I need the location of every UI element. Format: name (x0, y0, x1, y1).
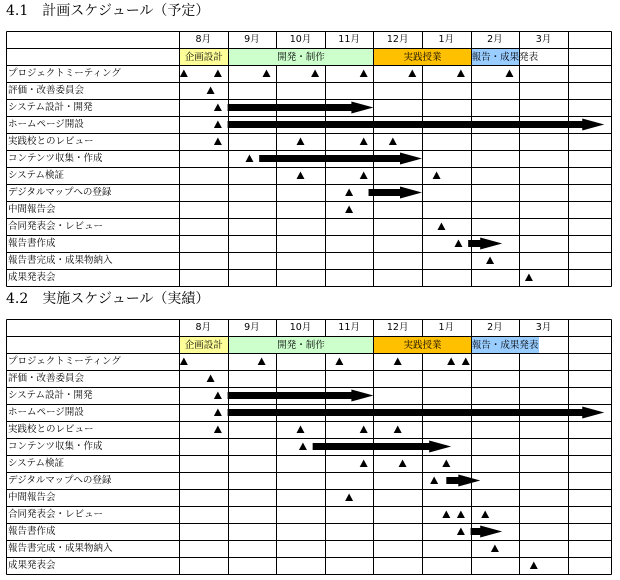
duration-arrow (228, 407, 605, 419)
phase-band: 報告・成果発表 (472, 337, 539, 353)
task-label: 合同発表会・レビュー (8, 221, 104, 232)
schedule-table (6, 319, 612, 575)
schedule-table (6, 31, 612, 287)
task-label: 報告書完成・成果物納入 (8, 543, 113, 554)
phase-band: 実践授業 (374, 49, 470, 65)
month-header: 9月 (244, 34, 260, 45)
month-header: 10月 (289, 34, 312, 45)
task-label: コンテンツ収集・作成 (8, 441, 103, 452)
milestone-triangle-icon (525, 274, 533, 282)
duration-arrow (259, 153, 422, 165)
milestone-triangle-icon (457, 70, 465, 78)
month-header: 11月 (338, 322, 360, 333)
duration-arrow (471, 526, 503, 538)
milestone-triangle-icon (262, 70, 270, 78)
milestone-triangle-icon (360, 172, 368, 180)
phase-band: 企画設計 (180, 337, 228, 353)
milestone-triangle-icon (530, 562, 538, 570)
month-header: 2月 (487, 322, 503, 333)
month-header: 8月 (195, 322, 212, 333)
phase-band: 報告・成果発表 (472, 49, 520, 65)
milestone-triangle-icon (297, 138, 305, 146)
task-label: システム設計・開発 (8, 102, 93, 113)
milestone-triangle-icon (297, 426, 305, 434)
task-label: 報告書完成・成果物納入 (8, 255, 113, 266)
milestone-triangle-icon (394, 426, 402, 434)
milestone-triangle-icon (245, 155, 253, 163)
milestone-triangle-icon (399, 460, 407, 468)
milestone-triangle-icon (457, 528, 465, 536)
milestone-triangle-icon (437, 223, 445, 231)
milestone-triangle-icon (430, 477, 438, 485)
milestone-triangle-icon (345, 494, 353, 502)
milestone-triangle-icon (258, 358, 266, 366)
task-label: システム検証 (8, 170, 65, 181)
month-header: 9月 (244, 322, 260, 333)
milestone-triangle-icon (207, 87, 215, 95)
duration-arrow (369, 187, 422, 199)
milestone-triangle-icon (207, 375, 215, 383)
task-label: 実践校とのレビュー (8, 424, 94, 435)
milestone-triangle-icon (214, 426, 222, 434)
milestone-triangle-icon (433, 172, 441, 180)
task-label: 中間報告会 (8, 492, 56, 503)
month-header: 3月 (535, 322, 552, 333)
task-label: 評価・改善委員会 (8, 85, 85, 96)
milestone-triangle-icon (505, 70, 513, 78)
milestone-triangle-icon (486, 257, 494, 265)
duration-arrow (228, 390, 374, 402)
task-label: 中間報告会 (8, 204, 56, 215)
task-label: 成果発表会 (8, 272, 56, 283)
milestone-triangle-icon (311, 70, 319, 78)
milestone-triangle-icon (447, 358, 455, 366)
milestone-triangle-icon (299, 443, 307, 451)
milestone-triangle-icon (454, 240, 462, 248)
duration-arrow (228, 119, 605, 131)
task-label: 評価・改善委員会 (8, 373, 85, 384)
month-header: 1月 (438, 322, 455, 333)
milestone-triangle-icon (180, 70, 188, 78)
task-label: プロジェクトミーティング (8, 356, 121, 367)
task-label: 報告書作成 (8, 526, 56, 537)
milestone-triangle-icon (360, 138, 368, 146)
milestone-triangle-icon (457, 511, 465, 519)
milestone-triangle-icon (442, 511, 450, 519)
month-header: 3月 (535, 34, 552, 45)
milestone-triangle-icon (408, 70, 416, 78)
milestone-triangle-icon (214, 121, 222, 129)
duration-arrow (313, 441, 452, 453)
milestone-triangle-icon (214, 392, 222, 400)
task-label: ホームページ開設 (8, 407, 84, 418)
task-label: ホームページ開設 (8, 119, 84, 130)
duration-arrow (446, 475, 480, 487)
section-title: 4.1 計画スケジュール（予定） (6, 3, 210, 19)
task-label: プロジェクトミーティング (8, 68, 121, 79)
month-header: 1月 (438, 34, 455, 45)
milestone-triangle-icon (481, 511, 489, 519)
task-label: 実践校とのレビュー (8, 136, 94, 147)
milestone-triangle-icon (360, 70, 368, 78)
task-label: デジタルマップへの登録 (8, 187, 112, 198)
milestone-triangle-icon (491, 545, 499, 553)
month-header: 12月 (386, 322, 409, 333)
milestone-triangle-icon (297, 172, 305, 180)
task-label: デジタルマップへの登録 (8, 475, 112, 486)
milestone-triangle-icon (360, 460, 368, 468)
milestone-triangle-icon (214, 138, 222, 146)
section-title: 4.2 実施スケジュール（実績） (6, 291, 210, 307)
month-header: 8月 (195, 34, 212, 45)
duration-arrow (228, 102, 374, 114)
task-label: 成果発表会 (8, 560, 56, 571)
month-header: 10月 (289, 322, 312, 333)
milestone-triangle-icon (394, 358, 402, 366)
milestone-triangle-icon (345, 206, 353, 214)
milestone-triangle-icon (214, 104, 222, 112)
month-header: 12月 (386, 34, 409, 45)
milestone-triangle-icon (214, 409, 222, 417)
milestone-triangle-icon (360, 426, 368, 434)
task-label: コンテンツ収集・作成 (8, 153, 103, 164)
milestone-triangle-icon (180, 358, 188, 366)
task-label: 合同発表会・レビュー (8, 509, 104, 520)
duration-arrow (468, 238, 502, 250)
phase-band: 実践授業 (374, 337, 470, 353)
milestone-triangle-icon (214, 70, 222, 78)
month-header: 2月 (487, 34, 503, 45)
phase-band: 企画設計 (180, 49, 228, 65)
milestone-triangle-icon (335, 358, 343, 366)
task-label: 報告書作成 (8, 238, 56, 249)
milestone-triangle-icon (462, 358, 470, 366)
milestone-triangle-icon (442, 460, 450, 468)
task-label: システム設計・開発 (8, 390, 93, 401)
phase-band: 開発・制作 (229, 337, 374, 353)
milestone-triangle-icon (389, 138, 397, 146)
month-header: 11月 (338, 34, 360, 45)
milestone-triangle-icon (345, 189, 353, 197)
phase-band: 開発・制作 (229, 49, 374, 65)
task-label: システム検証 (8, 458, 65, 469)
